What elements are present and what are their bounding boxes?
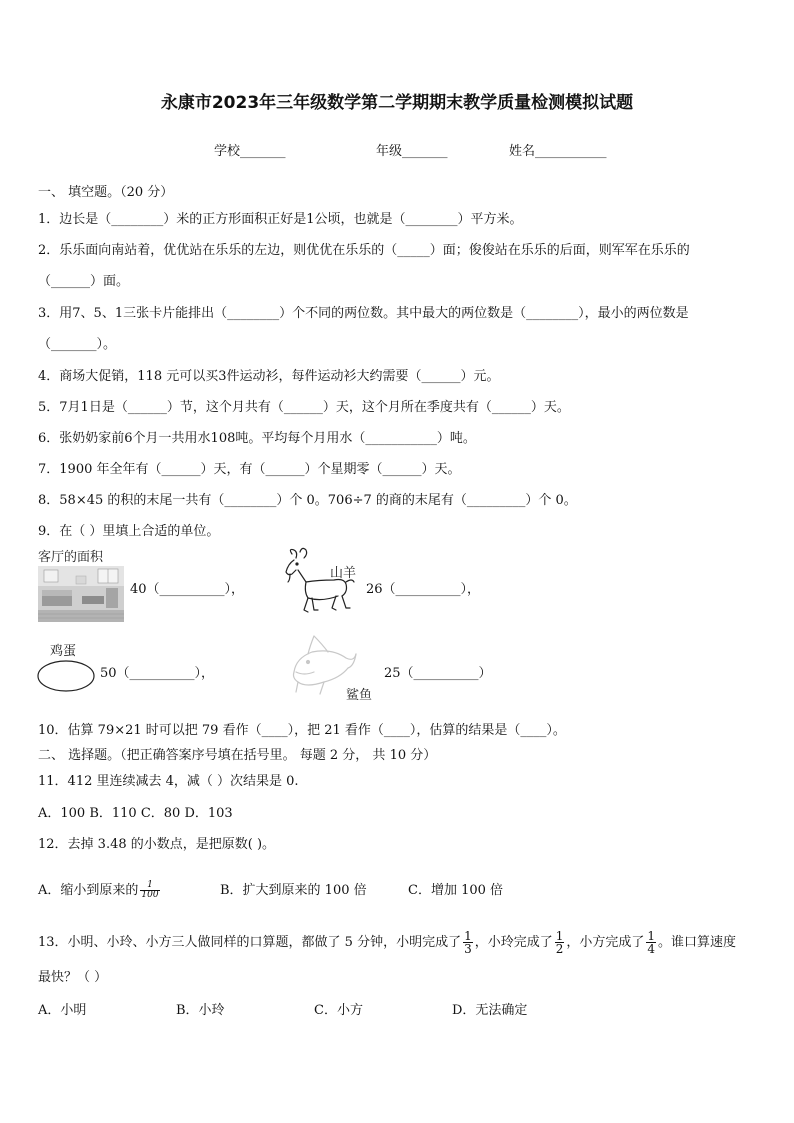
goat-image xyxy=(278,546,362,620)
grade-field: 年级_______ xyxy=(376,144,448,159)
question-12: 12．去掉 3.48 的小数点，是把原数( )。 xyxy=(38,837,276,852)
question-13-line1: 13．小明、小玲、小方三人做同样的口算题，都做了 5 分钟，小明完成了 $\frac{1}{3}$ ，小玲完成了 $\frac{1}{2}$ ，小方完成了 $\frac{1}{4}$ 。谁口算速度 xyxy=(38,929,737,956)
living-room-image xyxy=(38,566,124,622)
question-11: 11．412 里连续减去 4，减（ ）次结果是 0. xyxy=(38,774,299,789)
name-field: 姓名___________ xyxy=(509,144,607,159)
living-room-answer: 40（__________）， xyxy=(130,582,245,597)
living-room-label: 客厅的面积 xyxy=(38,550,104,565)
question-12-option-c: C．增加 100 倍 xyxy=(408,883,504,898)
egg-label: 鸡蛋 xyxy=(50,644,77,659)
question-13-line2: 最快？（ ） xyxy=(38,970,108,985)
question-12-option-a xyxy=(38,879,162,900)
egg-answer: 50（__________）， xyxy=(100,666,215,681)
question-1: 1．边长是（________）米的正方形面积正好是1公顷，也就是（________）平方米。 xyxy=(38,212,523,227)
goat-label: 山羊 xyxy=(330,566,357,581)
fraction-one-quarter: $\frac{1}{4}$ xyxy=(647,929,656,956)
fraction-one-hundredth: $\frac{1}{100}$ xyxy=(141,880,159,900)
section1-heading: 一、 填空题。（20 分） xyxy=(38,185,174,200)
goat-answer: 26（__________）， xyxy=(366,582,481,597)
question-11-options: A．100 B．110 C．80 D．103 xyxy=(38,806,233,821)
question-5: 5．7月1日是（______）节，这个月共有（______）天，这个月所在季度共有（______）天。 xyxy=(38,400,570,415)
question-7: 7．1900 年全年有（______）天，有（______）个星期零（______）天。 xyxy=(38,462,461,477)
fraction-one-third: $\frac{1}{3}$ xyxy=(464,929,472,956)
question-6: 6．张奶奶家前6个月一共用水108吨。平均每个月用水（___________）吨。 xyxy=(38,431,476,446)
question-13-option-b: B．小玲 xyxy=(176,1003,225,1018)
question-8: 8．58×45 的积的末尾一共有（________）个 0。706÷7 的商的末尾有（_________）个 0。 xyxy=(38,493,577,508)
option-a-text: A．缩小到原来的 xyxy=(38,883,139,898)
question-4: 4．商场大促销，118 元可以买3件运动衫，每件运动衫大约需要（______）元。 xyxy=(38,369,500,384)
section2-heading: 二、 选择题。（把正确答案序号填在括号里。 每题 2 分， 共 10 分） xyxy=(38,748,437,763)
page-title: 永康市2023年三年级数学第二学期期末教学质量检测模拟试题 xyxy=(160,93,634,113)
question-10: 10．估算 79×21 时可以把 79 看作（____），把 21 看作（____），估算的结果是（____）。 xyxy=(38,723,566,738)
fraction-one-half: $\frac{1}{2}$ xyxy=(555,929,564,956)
shark-answer: 25（__________） xyxy=(384,666,492,681)
question-13-option-d: D．无法确定 xyxy=(452,1003,528,1018)
shark-label: 鲨鱼 xyxy=(346,688,373,703)
school-field: 学校_______ xyxy=(214,144,286,159)
question-3-line1: 3．用7、5、1三张卡片能排出（________）个不同的两位数。其中最大的两位数是（________），最小的两位数是 xyxy=(38,306,689,321)
question-12-option-b: B．扩大到原来的 100 倍 xyxy=(220,883,367,898)
question-2-line1: 2．乐乐面向南站着，优优站在乐乐的左边，则优优在乐乐的（_____）面；俊俊站在乐乐的后面，则军军在乐乐的 xyxy=(38,243,690,258)
question-13-option-a: A．小明 xyxy=(38,1003,87,1018)
question-3-line2: （_______）。 xyxy=(38,337,117,352)
question-2-line2: （______）面。 xyxy=(38,274,130,289)
question-13-option-c: C．小方 xyxy=(314,1003,363,1018)
egg-image xyxy=(36,658,96,694)
question-9: 9．在（ ）里填上合适的单位。 xyxy=(38,524,220,539)
